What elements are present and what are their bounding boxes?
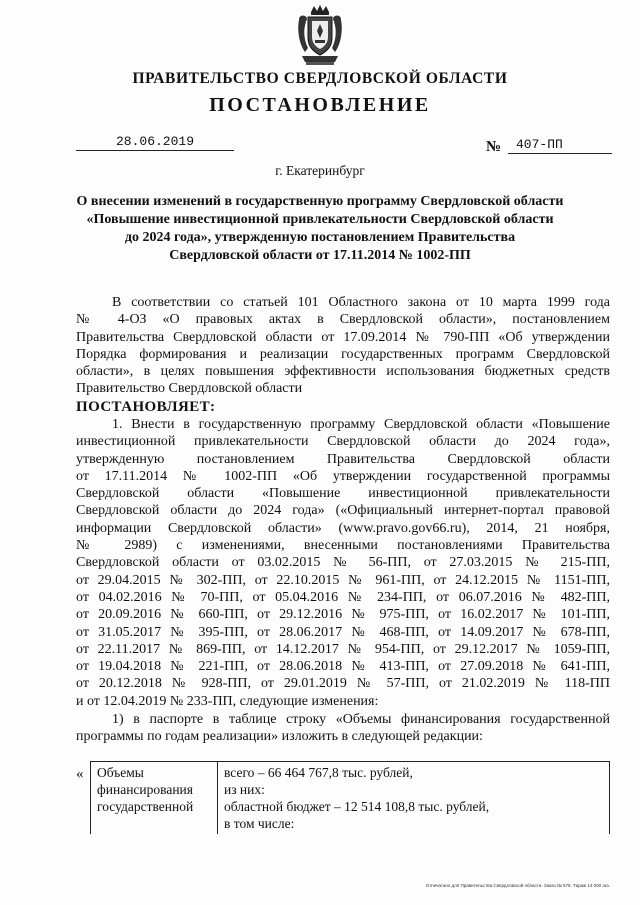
text-line: программы по годам реализации» изложить в следующей редакции: — [76, 729, 483, 745]
text-line: инвестиционной привлекательности Свердловской области до 2024 года», — [76, 434, 610, 450]
text-line: Порядка формирования и реализации государственных программ Свердловской — [76, 346, 610, 362]
text-line: № 2989) с изменениями, внесенными постановлениями Правительства — [76, 538, 610, 554]
table-cell-label — [91, 762, 218, 835]
cell-line: в том числе: — [224, 816, 295, 831]
opening-quote: « — [76, 766, 84, 782]
cell-line: Объемы — [97, 765, 144, 780]
text-line: Правительство Свердловской области — [76, 381, 303, 397]
text-line: от 29.04.2015 № 302-ПП, от 22.10.2015 № 961-ПП, от 24.12.2015 № 1151-ПП, — [76, 572, 610, 588]
cell-line: областной бюджет – 12 514 108,8 тыс. рублей, — [224, 799, 490, 814]
preamble-paragraph — [76, 294, 610, 398]
subitem-1-paragraph — [76, 711, 610, 746]
text-line: Свердловской области до 2024 года» («Официальный интернет-портал правовой — [76, 503, 610, 519]
cell-line: государственной — [97, 799, 194, 814]
text-line: информации Свердловской области» (www.pravo.gov66.ru), 2014, 21 ноября, — [76, 520, 610, 536]
text-line: от 20.12.2018 № 928-ПП, от 29.01.2019 № 57-ПП, от 21.02.2019 № 118-ПП — [76, 676, 610, 692]
cell-line: из них: — [224, 782, 265, 797]
number-sign: № — [486, 139, 502, 155]
subject-line: «Повышение инвестиционной привлекательности Свердловской области — [86, 212, 554, 227]
cell-line: всего – 66 464 767,8 тыс. рублей, — [224, 765, 413, 780]
text-line: от 22.11.2017 № 869-ПП, от 14.12.2017 № 954-ПП, от 29.12.2017 № 1059-ПП, — [76, 641, 610, 657]
text-line: и от 12.04.2019 № 233-ПП, следующие изменения: — [76, 693, 379, 709]
text-line: 1. Внести в государственную программу Свердловской области «Повышение — [112, 417, 610, 432]
subject-line: до 2024 года», утвержденную постановлением Правительства — [124, 230, 516, 245]
text-line: № 4-ОЗ «О правовых актах в Свердловской области», постановлением — [76, 312, 610, 328]
text-line: от 04.02.2016 № 70-ПП, от 05.04.2016 № 234-ПП, от 06.07.2016 № 482-ПП, — [76, 589, 610, 605]
table-cell-value — [218, 762, 610, 835]
text-line: Свердловской области «Повышение инвестиционной привлекательности — [76, 486, 610, 502]
text-line: В соответствии со статьей 101 Областного закона от 10 марта 1999 года — [112, 295, 610, 310]
text-line: от 17.11.2014 № 1002-ПП «Об утверждении государственной программы — [76, 468, 610, 484]
document-type: ПОСТАНОВЛЕНИЕ — [209, 94, 431, 116]
government-name: ПРАВИТЕЛЬСТВО СВЕРДЛОВСКОЙ ОБЛАСТИ — [132, 70, 508, 87]
text-line: от 20.09.2016 № 660-ПП, от 29.12.2016 № 975-ПП, от 16.02.2017 № 101-ПП, — [76, 607, 610, 623]
text-line: Свердловской области от 03.02.2015 № 56-ПП, от 27.03.2015 № 215-ПП, — [76, 555, 610, 571]
document-date: 28.06.2019 — [76, 134, 234, 151]
subject-line: Свердловской области от 17.11.2014 № 1002-ПП — [169, 248, 471, 263]
print-footer: Отпечатано для Правительства Свердловской области. Заказ № 575. Тираж 14 000 экз. — [425, 883, 610, 888]
document-subject — [70, 193, 570, 265]
text-line: утвержденную постановлением Правительства Свердловской области — [76, 451, 610, 467]
decree-word: ПОСТАНОВЛЯЕТ: — [76, 399, 216, 415]
coat-of-arms-emblem — [296, 4, 344, 66]
subject-line: О внесении изменений в государственную программу Свердловской области — [76, 194, 564, 209]
item-1-paragraph — [76, 416, 610, 710]
text-line: Правительства Свердловской области от 17.09.2014 № 790-ПП «Об утверждении — [76, 329, 610, 345]
text-line: 1) в паспорте в таблице строку «Объемы финансирования государственной — [112, 712, 610, 727]
text-line: от 19.04.2018 № 221-ПП, от 28.06.2018 № 413-ПП, от 27.09.2018 № 641-ПП, — [76, 659, 610, 675]
text-line: от 31.05.2017 № 395-ПП, от 28.06.2017 № 468-ПП, от 14.09.2017 № 678-ПП, — [76, 624, 610, 640]
financing-table — [90, 761, 610, 834]
cell-line: финансирования — [97, 782, 193, 797]
document-number: 407-ПП — [508, 137, 612, 154]
city: г. Екатеринбург — [275, 163, 365, 178]
table-row — [91, 762, 610, 835]
text-line: области», в целях повышения эффективности использования бюджетных средств — [76, 364, 610, 380]
